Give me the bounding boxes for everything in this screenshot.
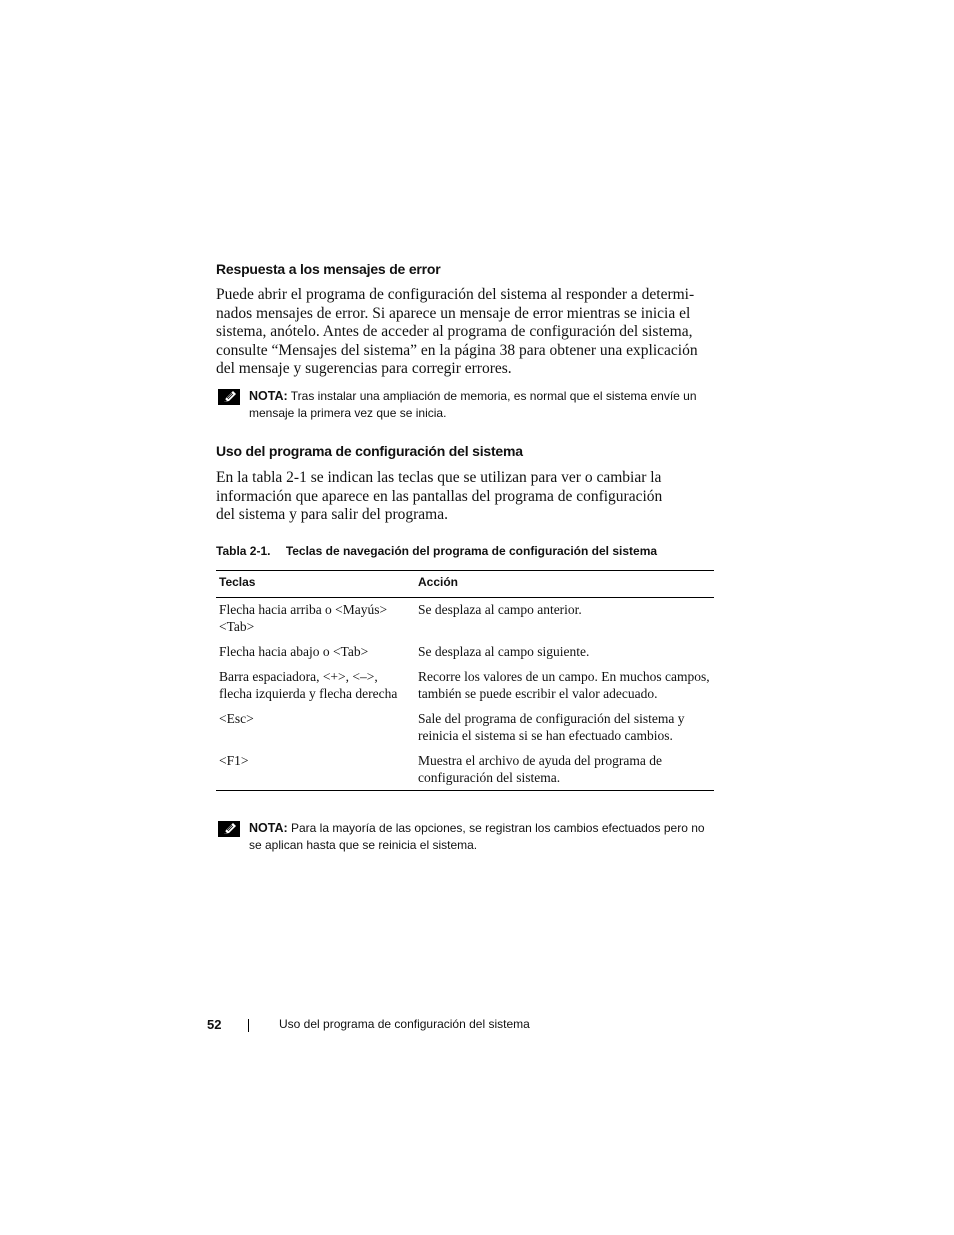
paragraph-line: del mensaje y sugerencias para corregir errores. — [216, 360, 512, 378]
table-header-row — [216, 571, 714, 598]
page-number: 52 — [207, 1017, 222, 1032]
table-cell-keys: <Esc> — [219, 711, 254, 726]
paragraph-line: nados mensajes de error. Si aparece un mensaje de error mientras se inicia el — [216, 304, 691, 322]
table-cell-action: Recorre los valores de un campo. En muchos campos, también se puede escribir el valor adecuado. — [418, 669, 710, 701]
paragraph-line: información que aparece en las pantallas del programa de configuración — [216, 487, 663, 505]
section-heading-setup-usage: Uso del programa de configuración del sistema — [216, 443, 523, 459]
note-text-block — [249, 388, 718, 422]
table-cell-keys: Flecha hacia abajo o <Tab> — [219, 644, 369, 659]
paragraph-line: En la tabla 2-1 se indican las teclas que se utilizan para ver o cambiar la — [216, 469, 662, 486]
navigation-keys-table — [216, 570, 714, 791]
note-text: Tras instalar una ampliación de memoria, es normal que el sistema envíe un mensaje la primera vez que se inicia. — [249, 389, 697, 420]
table-cell-action: Muestra el archivo de ayuda del programa de configuración del sistema. — [415, 750, 714, 791]
footer-chapter-title: Uso del programa de configuración del sistema — [279, 1017, 530, 1031]
paragraph-line: consulte “Mensajes del sistema” en la página 38 para obtener una explicación — [216, 341, 698, 359]
page-footer — [207, 1017, 530, 1032]
note-text: Para la mayoría de las opciones, se registran los cambios efectuados pero no se aplican hasta que se reinicia el sistema. — [249, 821, 705, 852]
paragraph-line: Puede abrir el programa de configuración del sistema al responder a determi- — [216, 286, 695, 303]
note-pencil-icon — [218, 389, 240, 405]
note-label: NOTA: — [249, 821, 288, 835]
footer-divider — [248, 1019, 249, 1032]
section-paragraph-setup-usage — [216, 469, 716, 525]
table-caption-number: Tabla 2-1. — [216, 544, 271, 558]
table-cell-keys: Barra espaciadora, <+>, <–>, flecha izquierda y flecha derecha — [219, 669, 398, 701]
table-caption-title: Teclas de navegación del programa de configuración del sistema — [285, 544, 658, 558]
note-pencil-icon — [218, 821, 240, 837]
note-label: NOTA: — [249, 389, 288, 403]
note-memory-upgrade — [218, 388, 718, 422]
note-text-block — [249, 820, 716, 854]
table-cell-keys: <F1> — [216, 750, 415, 791]
table-cell-keys: Flecha hacia arriba o <Mayús><Tab> — [219, 602, 388, 634]
table-row — [216, 598, 714, 642]
table-cell-action: Se desplaza al campo anterior. — [418, 602, 582, 617]
table-cell-action: Sale del programa de configuración del sistema y reinicia el sistema si se han efectuado cambios. — [418, 711, 685, 743]
table-caption — [216, 544, 657, 558]
column-header-keys: Teclas — [216, 571, 415, 598]
table-row — [216, 666, 714, 708]
table-row — [216, 750, 714, 791]
section-heading-error-messages: Respuesta a los mensajes de error — [216, 261, 441, 277]
section-paragraph-error-messages — [216, 286, 716, 379]
table-cell-action: Se desplaza al campo siguiente. — [418, 644, 590, 659]
column-header-action: Acción — [415, 571, 714, 598]
paragraph-line: del sistema y para salir del programa. — [216, 506, 448, 524]
table-row — [216, 641, 714, 666]
paragraph-line: sistema, anótelo. Antes de acceder al programa de configuración del sistema, — [216, 323, 693, 341]
table-row — [216, 708, 714, 750]
note-settings-apply — [218, 820, 716, 854]
